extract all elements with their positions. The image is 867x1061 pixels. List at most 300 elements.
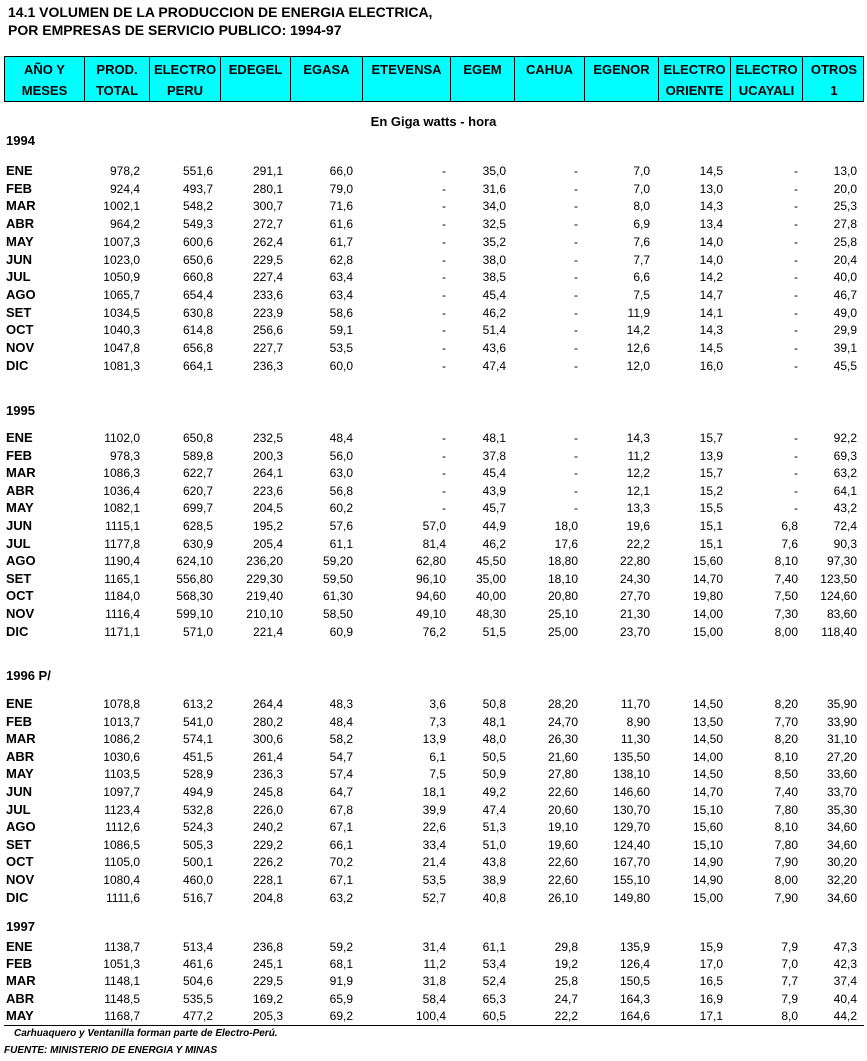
cell-prod-total: 1171,1 xyxy=(104,625,140,639)
table-row xyxy=(0,181,867,197)
column-header-electro-peru: ELECTRO PERU xyxy=(150,57,221,101)
cell-egasa: 58,6 xyxy=(329,306,353,320)
cell-electro-peru: 624,10 xyxy=(176,554,213,568)
cell-egem: 38,5 xyxy=(482,270,506,284)
cell-electro-peru: 535,5 xyxy=(182,992,213,1006)
source-note: FUENTE: MINISTERIO DE ENERGIA Y MINAS xyxy=(4,1045,218,1056)
cell-cahua: - xyxy=(574,182,578,196)
cell-edegel: 227,7 xyxy=(252,341,283,355)
cell-otros: 49,0 xyxy=(833,306,857,320)
cell-electro-ucayali: 8,10 xyxy=(774,750,798,764)
cell-egenor: 138,10 xyxy=(613,767,650,781)
cell-etevensa: - xyxy=(442,235,446,249)
cell-egasa: 53,5 xyxy=(329,341,353,355)
month-label: ABR xyxy=(6,991,35,1006)
cell-etevensa: 81,4 xyxy=(422,537,446,551)
cell-etevensa: 62,80 xyxy=(415,554,446,568)
cell-prod-total: 1050,9 xyxy=(103,270,140,284)
cell-electro-peru: 630,8 xyxy=(182,306,213,320)
cell-electro-ucayali: 7,9 xyxy=(781,940,798,954)
cell-otros: 35,90 xyxy=(826,697,857,711)
cell-edegel: 210,10 xyxy=(246,607,283,621)
month-label: JUL xyxy=(6,269,31,284)
table-row xyxy=(0,696,867,712)
cell-cahua: 25,8 xyxy=(554,974,578,988)
cell-electro-ucayali: - xyxy=(794,182,798,196)
cell-electro-peru: 460,0 xyxy=(182,873,213,887)
table-row xyxy=(0,465,867,481)
cell-egenor: 164,6 xyxy=(619,1009,650,1023)
table-row xyxy=(0,956,867,972)
month-label: FEB xyxy=(6,448,32,463)
cell-cahua: - xyxy=(574,484,578,498)
cell-egem: 48,0 xyxy=(482,732,506,746)
cell-edegel: 221,4 xyxy=(252,625,283,639)
month-label: ENE xyxy=(6,163,33,178)
cell-egenor: 164,3 xyxy=(619,992,650,1006)
cell-electro-peru: 461,6 xyxy=(182,957,213,971)
cell-egenor: 126,4 xyxy=(619,957,650,971)
cell-electro-ucayali: 7,80 xyxy=(774,803,798,817)
cell-electro-oriente: 15,1 xyxy=(699,519,723,533)
cell-egasa: 62,8 xyxy=(329,253,353,267)
cell-egasa: 54,7 xyxy=(329,750,353,764)
cell-egasa: 65,9 xyxy=(329,992,353,1006)
cell-egenor: 12,2 xyxy=(626,466,650,480)
cell-egenor: 11,2 xyxy=(627,449,650,463)
cell-otros: 63,2 xyxy=(833,466,857,480)
cell-cahua: 18,80 xyxy=(547,554,578,568)
month-label: AGO xyxy=(6,287,36,302)
month-label: ABR xyxy=(6,483,35,498)
month-label: JUN xyxy=(6,784,33,799)
cell-otros: 33,90 xyxy=(826,715,857,729)
cell-egem: 51,5 xyxy=(482,625,506,639)
cell-egasa: 59,50 xyxy=(322,572,353,586)
cell-otros: 29,9 xyxy=(833,323,857,337)
cell-electro-ucayali: - xyxy=(794,306,798,320)
cell-cahua: - xyxy=(574,199,578,213)
bottom-rule xyxy=(4,1025,864,1026)
cell-electro-ucayali: 7,90 xyxy=(774,855,798,869)
cell-electro-oriente: 15,5 xyxy=(699,501,723,515)
cell-etevensa: - xyxy=(442,501,446,515)
cell-egasa: 66,1 xyxy=(329,838,353,852)
cell-cahua: - xyxy=(574,466,578,480)
cell-electro-peru: 556,80 xyxy=(176,572,213,586)
cell-etevensa: 31,8 xyxy=(422,974,446,988)
cell-prod-total: 1086,5 xyxy=(103,838,140,852)
cell-electro-ucayali: - xyxy=(794,449,798,463)
table-row xyxy=(0,252,867,268)
cell-electro-ucayali: - xyxy=(794,484,798,498)
cell-electro-ucayali: 7,0 xyxy=(781,957,798,971)
cell-electro-ucayali: - xyxy=(794,199,798,213)
cell-electro-ucayali: - xyxy=(794,164,798,178)
cell-egem: 45,7 xyxy=(482,501,506,515)
cell-egasa: 58,2 xyxy=(329,732,353,746)
cell-etevensa: - xyxy=(442,341,446,355)
cell-egasa: 66,0 xyxy=(329,164,353,178)
cell-electro-oriente: 14,7 xyxy=(699,288,723,302)
cell-otros: 13,0 xyxy=(833,164,857,178)
cell-prod-total: 1065,7 xyxy=(103,288,140,302)
cell-edegel: 245,8 xyxy=(252,785,283,799)
cell-egenor: 11,9 xyxy=(627,306,650,320)
cell-electro-oriente: 13,50 xyxy=(692,715,723,729)
column-header-cahua: CAHUA xyxy=(515,57,585,101)
cell-egasa: 57,4 xyxy=(329,767,353,781)
cell-edegel: 204,8 xyxy=(252,891,283,905)
cell-prod-total: 1047,8 xyxy=(103,341,140,355)
month-label: AGO xyxy=(6,819,36,834)
cell-egasa: 61,1 xyxy=(329,537,353,551)
cell-otros: 123,50 xyxy=(820,572,857,586)
cell-otros: 69,3 xyxy=(833,449,857,463)
cell-otros: 34,60 xyxy=(826,820,857,834)
cell-electro-ucayali: 7,80 xyxy=(774,838,798,852)
cell-etevensa: - xyxy=(442,217,446,231)
table-row xyxy=(0,269,867,285)
cell-electro-oriente: 15,60 xyxy=(692,820,723,834)
cell-otros: 34,60 xyxy=(826,838,857,852)
cell-egenor: 22,80 xyxy=(619,554,650,568)
cell-cahua: 18,10 xyxy=(547,572,578,586)
cell-electro-oriente: 15,7 xyxy=(699,466,723,480)
month-label: NOV xyxy=(6,340,35,355)
cell-egenor: 12,6 xyxy=(626,341,650,355)
cell-prod-total: 1105,0 xyxy=(104,855,140,869)
month-label: NOV xyxy=(6,606,35,621)
cell-egem: 43,8 xyxy=(482,855,506,869)
cell-cahua: 22,2 xyxy=(554,1009,578,1023)
cell-otros: 97,30 xyxy=(826,554,857,568)
cell-electro-peru: 513,4 xyxy=(182,940,213,954)
cell-cahua: 22,60 xyxy=(547,855,578,869)
cell-electro-oriente: 14,2 xyxy=(699,270,723,284)
cell-prod-total: 924,4 xyxy=(109,182,140,196)
table-row xyxy=(0,749,867,765)
cell-prod-total: 1034,5 xyxy=(103,306,140,320)
cell-egem: 51,4 xyxy=(482,323,506,337)
cell-electro-peru: 568,30 xyxy=(176,589,213,603)
cell-prod-total: 1148,5 xyxy=(104,992,140,1006)
cell-electro-peru: 549,3 xyxy=(182,217,213,231)
unit-label: En Giga watts - hora xyxy=(370,114,497,129)
cell-egem: 52,4 xyxy=(482,974,506,988)
cell-cahua: 19,60 xyxy=(547,838,578,852)
cell-electro-peru: 620,7 xyxy=(182,484,213,498)
cell-prod-total: 964,2 xyxy=(109,217,140,231)
cell-etevensa: 58,4 xyxy=(422,992,446,1006)
cell-egenor: 6,6 xyxy=(633,270,650,284)
cell-cahua: - xyxy=(574,431,578,445)
cell-otros: 45,5 xyxy=(833,359,857,373)
cell-electro-oriente: 15,00 xyxy=(692,891,723,905)
cell-otros: 90,3 xyxy=(833,537,857,551)
cell-egenor: 7,0 xyxy=(633,182,650,196)
cell-cahua: 17,6 xyxy=(554,537,578,551)
cell-edegel: 204,5 xyxy=(252,501,283,515)
cell-etevensa: - xyxy=(442,466,446,480)
cell-egasa: 48,4 xyxy=(329,715,353,729)
cell-egenor: 149,80 xyxy=(613,891,650,905)
cell-etevensa: 22,6 xyxy=(422,820,446,834)
cell-egem: 46,2 xyxy=(482,537,506,551)
cell-cahua: 24,70 xyxy=(547,715,578,729)
cell-egem: 38,0 xyxy=(482,253,506,267)
cell-otros: 31,10 xyxy=(826,732,857,746)
cell-cahua: 20,60 xyxy=(547,803,578,817)
cell-electro-peru: 650,8 xyxy=(182,431,213,445)
cell-electro-peru: 650,6 xyxy=(182,253,213,267)
month-label: ENE xyxy=(6,696,33,711)
cell-egem: 32,5 xyxy=(482,217,506,231)
cell-electro-peru: 551,6 xyxy=(182,164,213,178)
cell-egenor: 8,0 xyxy=(633,199,650,213)
month-label: OCT xyxy=(6,322,34,337)
cell-egenor: 11,70 xyxy=(620,697,650,711)
cell-electro-oriente: 19,80 xyxy=(692,589,723,603)
cell-electro-ucayali: - xyxy=(794,270,798,284)
cell-electro-peru: 613,2 xyxy=(182,697,213,711)
cell-egasa: 48,3 xyxy=(329,697,353,711)
cell-electro-ucayali: - xyxy=(794,235,798,249)
cell-electro-ucayali: - xyxy=(794,253,798,267)
column-header-otros: OTROS 1 xyxy=(810,62,858,98)
cell-egasa: 59,2 xyxy=(329,940,353,954)
month-label: SET xyxy=(6,837,32,852)
cell-electro-peru: 664,1 xyxy=(182,359,213,373)
cell-otros: 27,8 xyxy=(833,217,857,231)
cell-egenor: 19,6 xyxy=(626,519,650,533)
cell-otros: 33,60 xyxy=(826,767,857,781)
month-label: ENE xyxy=(6,430,33,445)
month-label: AGO xyxy=(6,553,36,568)
table-row xyxy=(0,819,867,835)
cell-prod-total: 1030,6 xyxy=(103,750,140,764)
table-row xyxy=(0,731,867,747)
cell-prod-total: 1123,4 xyxy=(104,803,140,817)
cell-prod-total: 1115,1 xyxy=(105,519,140,533)
cell-cahua: 21,60 xyxy=(547,750,578,764)
cell-egasa: 48,4 xyxy=(329,431,353,445)
month-label: MAR xyxy=(6,465,36,480)
column-header-etevensa: ETEVENSA xyxy=(363,57,451,101)
cell-edegel: 233,6 xyxy=(252,288,283,302)
table-row xyxy=(0,588,867,604)
cell-egasa: 70,2 xyxy=(329,855,353,869)
cell-egenor: 155,10 xyxy=(613,873,650,887)
cell-electro-peru: 599,10 xyxy=(176,607,213,621)
cell-egenor: 6,9 xyxy=(633,217,650,231)
cell-egasa: 58,50 xyxy=(322,607,353,621)
cell-cahua: - xyxy=(574,288,578,302)
cell-edegel: 300,7 xyxy=(252,199,283,213)
table-row xyxy=(0,973,867,989)
cell-etevensa: 6,1 xyxy=(429,750,446,764)
cell-electro-oriente: 15,9 xyxy=(699,940,723,954)
cell-edegel: 229,5 xyxy=(252,253,283,267)
table-row xyxy=(0,500,867,516)
footnote: Carhuaquero y Ventanilla forman parte de Electro-Perú. xyxy=(14,1028,278,1039)
cell-cahua: - xyxy=(574,501,578,515)
cell-otros: 35,30 xyxy=(826,803,857,817)
cell-etevensa: - xyxy=(442,449,446,463)
cell-prod-total: 1138,7 xyxy=(104,940,140,954)
cell-egem: 51,3 xyxy=(482,820,506,834)
month-label: ABR xyxy=(6,216,35,231)
cell-otros: 30,20 xyxy=(826,855,857,869)
cell-egasa: 56,0 xyxy=(329,449,353,463)
cell-etevensa: 76,2 xyxy=(422,625,446,639)
cell-egenor: 7,7 xyxy=(633,253,650,267)
cell-egem: 48,30 xyxy=(475,607,506,621)
cell-prod-total: 1103,5 xyxy=(104,767,140,781)
cell-electro-ucayali: 7,90 xyxy=(774,891,798,905)
cell-otros: 47,3 xyxy=(833,940,857,954)
cell-egem: 47,4 xyxy=(482,803,506,817)
cell-etevensa: - xyxy=(442,182,446,196)
cell-prod-total: 1116,4 xyxy=(105,607,140,621)
cell-prod-total: 1165,1 xyxy=(104,572,140,586)
table-row xyxy=(0,536,867,552)
cell-egem: 40,8 xyxy=(482,891,506,905)
cell-egasa: 67,1 xyxy=(329,873,353,887)
cell-prod-total: 1080,4 xyxy=(103,873,140,887)
cell-egasa: 61,30 xyxy=(322,589,353,603)
cell-electro-peru: 524,3 xyxy=(182,820,213,834)
cell-prod-total: 978,3 xyxy=(109,449,140,463)
cell-prod-total: 1081,3 xyxy=(103,359,140,373)
cell-otros: 118,40 xyxy=(821,625,857,639)
month-label: OCT xyxy=(6,588,34,603)
year-heading: 1995 xyxy=(6,403,35,418)
cell-cahua: 25,00 xyxy=(547,625,578,639)
cell-etevensa: 49,10 xyxy=(415,607,446,621)
cell-prod-total: 1097,7 xyxy=(103,785,140,799)
cell-otros: 37,4 xyxy=(833,974,857,988)
cell-egenor: 23,70 xyxy=(619,625,650,639)
table-row xyxy=(0,837,867,853)
cell-egem: 49,2 xyxy=(482,785,506,799)
cell-egem: 61,1 xyxy=(482,940,506,954)
cell-electro-ucayali: 7,70 xyxy=(774,715,798,729)
cell-egem: 44,9 xyxy=(482,519,506,533)
table-row xyxy=(0,991,867,1007)
cell-electro-oriente: 14,70 xyxy=(692,572,723,586)
cell-cahua: 19,2 xyxy=(554,957,578,971)
cell-egenor: 124,40 xyxy=(613,838,650,852)
month-label: MAY xyxy=(6,1008,34,1023)
cell-edegel: 240,2 xyxy=(252,820,283,834)
month-label: MAR xyxy=(6,731,36,746)
cell-egem: 45,4 xyxy=(482,288,506,302)
table-row xyxy=(0,802,867,818)
cell-electro-oriente: 14,50 xyxy=(692,732,723,746)
cell-electro-oriente: 15,10 xyxy=(692,838,723,852)
cell-egem: 46,2 xyxy=(482,306,506,320)
table-row xyxy=(0,234,867,250)
cell-egem: 65,3 xyxy=(482,992,506,1006)
cell-egasa: 63,4 xyxy=(329,270,353,284)
cell-egasa: 71,6 xyxy=(329,199,353,213)
cell-cahua: 27,80 xyxy=(547,767,578,781)
cell-electro-oriente: 14,50 xyxy=(692,697,723,711)
cell-otros: 42,3 xyxy=(833,957,857,971)
cell-egem: 43,6 xyxy=(482,341,506,355)
month-label: ABR xyxy=(6,749,35,764)
month-label: JUN xyxy=(6,252,33,267)
cell-egenor: 167,70 xyxy=(613,855,650,869)
cell-electro-oriente: 14,70 xyxy=(692,785,723,799)
table-title-line-2: POR EMPRESAS DE SERVICIO PUBLICO: 1994-97 xyxy=(8,22,342,38)
table-row xyxy=(0,448,867,464)
cell-electro-peru: 451,5 xyxy=(182,750,213,764)
cell-cahua: 22,60 xyxy=(547,785,578,799)
cell-electro-ucayali: 7,30 xyxy=(774,607,798,621)
month-label: JUL xyxy=(6,536,31,551)
cell-electro-peru: 548,2 xyxy=(182,199,213,213)
cell-electro-peru: 477,2 xyxy=(182,1009,213,1023)
cell-egenor: 146,60 xyxy=(613,785,650,799)
cell-edegel: 229,30 xyxy=(246,572,283,586)
cell-electro-peru: 600,6 xyxy=(182,235,213,249)
cell-egenor: 13,3 xyxy=(626,501,650,515)
cell-egenor: 135,9 xyxy=(619,940,650,954)
cell-edegel: 226,2 xyxy=(252,855,283,869)
cell-etevensa: - xyxy=(442,323,446,337)
cell-edegel: 228,1 xyxy=(252,873,283,887)
cell-electro-ucayali: - xyxy=(794,359,798,373)
cell-cahua: - xyxy=(574,449,578,463)
cell-egem: 31,6 xyxy=(482,182,506,196)
cell-egenor: 130,70 xyxy=(613,803,650,817)
cell-etevensa: 53,5 xyxy=(422,873,446,887)
table-row xyxy=(0,890,867,906)
cell-cahua: - xyxy=(574,341,578,355)
cell-electro-ucayali: 8,00 xyxy=(774,873,798,887)
cell-edegel: 229,5 xyxy=(252,974,283,988)
cell-edegel: 169,2 xyxy=(252,992,283,1006)
cell-etevensa: 39,9 xyxy=(422,803,446,817)
cell-egem: 50,9 xyxy=(482,767,506,781)
table-row xyxy=(0,163,867,179)
cell-egenor: 129,70 xyxy=(613,820,650,834)
cell-egasa: 67,1 xyxy=(329,820,353,834)
cell-etevensa: - xyxy=(442,431,446,445)
table-row xyxy=(0,624,867,640)
cell-cahua: 18,0 xyxy=(554,519,578,533)
cell-cahua: - xyxy=(574,235,578,249)
cell-edegel: 236,3 xyxy=(252,767,283,781)
cell-egasa: 56,8 xyxy=(329,484,353,498)
cell-egasa: 59,1 xyxy=(329,323,353,337)
cell-egenor: 7,6 xyxy=(633,235,650,249)
cell-egasa: 67,8 xyxy=(329,803,353,817)
cell-egem: 48,1 xyxy=(482,715,506,729)
table-row xyxy=(0,766,867,782)
cell-otros: 64,1 xyxy=(833,484,857,498)
cell-egem: 40,00 xyxy=(475,589,506,603)
cell-etevensa: 18,1 xyxy=(422,785,446,799)
cell-edegel: 226,0 xyxy=(252,803,283,817)
cell-electro-ucayali: 8,20 xyxy=(774,697,798,711)
cell-etevensa: 7,3 xyxy=(429,715,446,729)
cell-cahua: - xyxy=(574,217,578,231)
cell-edegel: 205,3 xyxy=(252,1009,283,1023)
cell-egenor: 135,50 xyxy=(613,750,650,764)
